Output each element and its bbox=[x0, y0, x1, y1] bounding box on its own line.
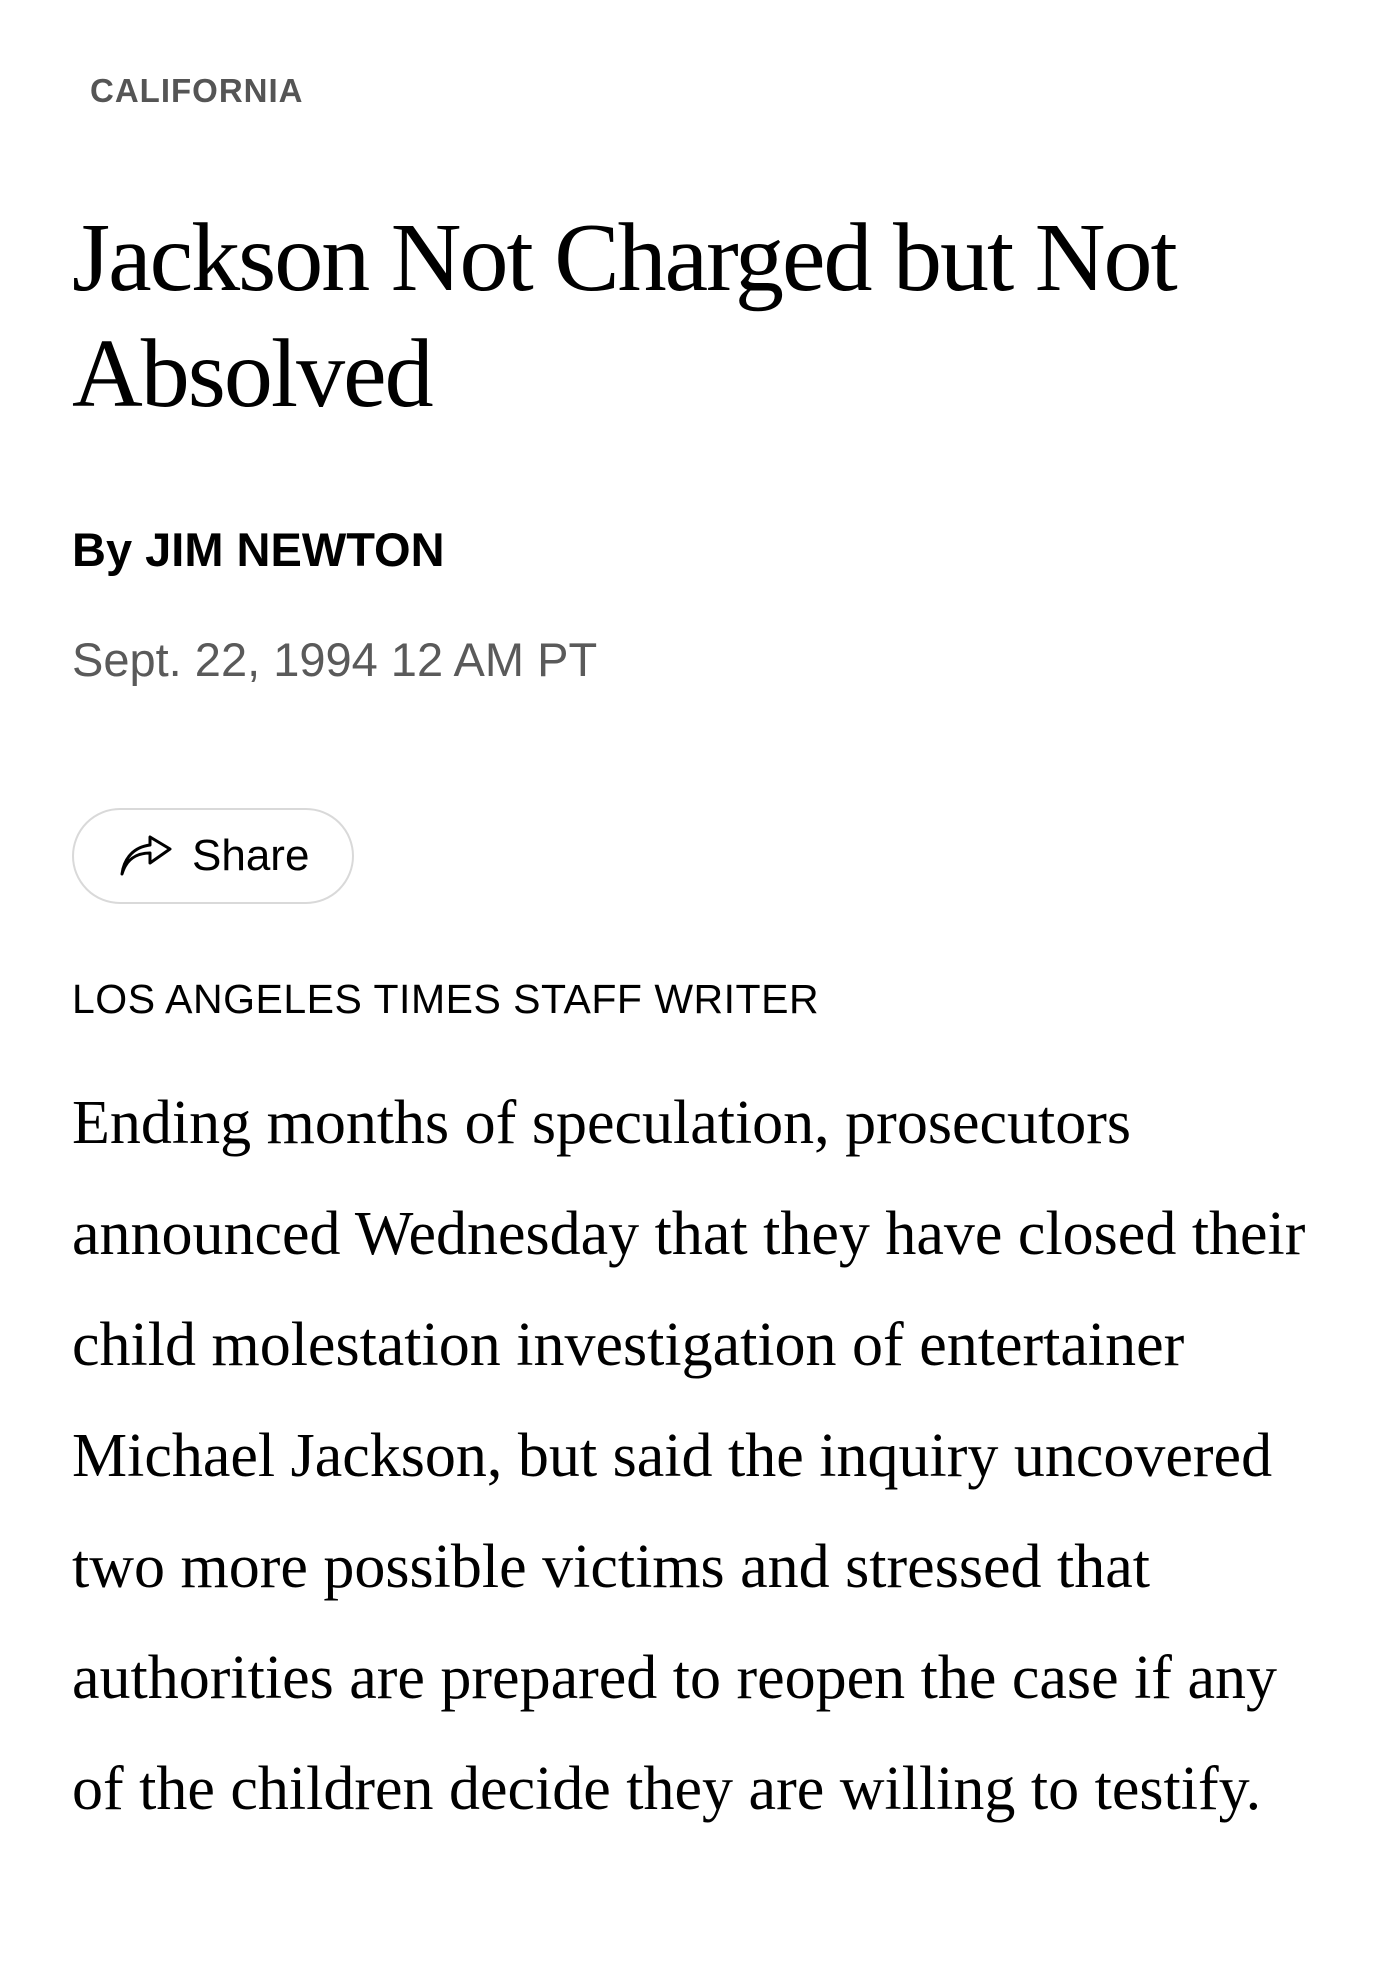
share-button[interactable] bbox=[72, 808, 354, 904]
headline: Jackson Not Charged but Not Absolved bbox=[72, 204, 1176, 428]
byline-prefix: By bbox=[72, 523, 146, 576]
staff-writer-line: LOS ANGELES TIMES STAFF WRITER bbox=[72, 976, 820, 1022]
section-link[interactable]: CALIFORNIA bbox=[90, 72, 304, 109]
share-label: Share bbox=[192, 831, 310, 880]
publish-timestamp: Sept. 22, 1994 12 AM PT bbox=[72, 633, 598, 686]
share-arrow-icon bbox=[116, 834, 176, 878]
article-body-paragraph: Ending months of speculation, prosecutors announced Wednesday that they have closed their child molestation investigation of entertainer Michael Jackson, but said the inquiry uncovered two more possible victims and stressed that authorities are prepared to reopen the case if any of the children decide they are willing to testify. bbox=[72, 1089, 1306, 1823]
byline bbox=[72, 522, 445, 577]
author-link[interactable]: JIM NEWTON bbox=[145, 523, 445, 576]
